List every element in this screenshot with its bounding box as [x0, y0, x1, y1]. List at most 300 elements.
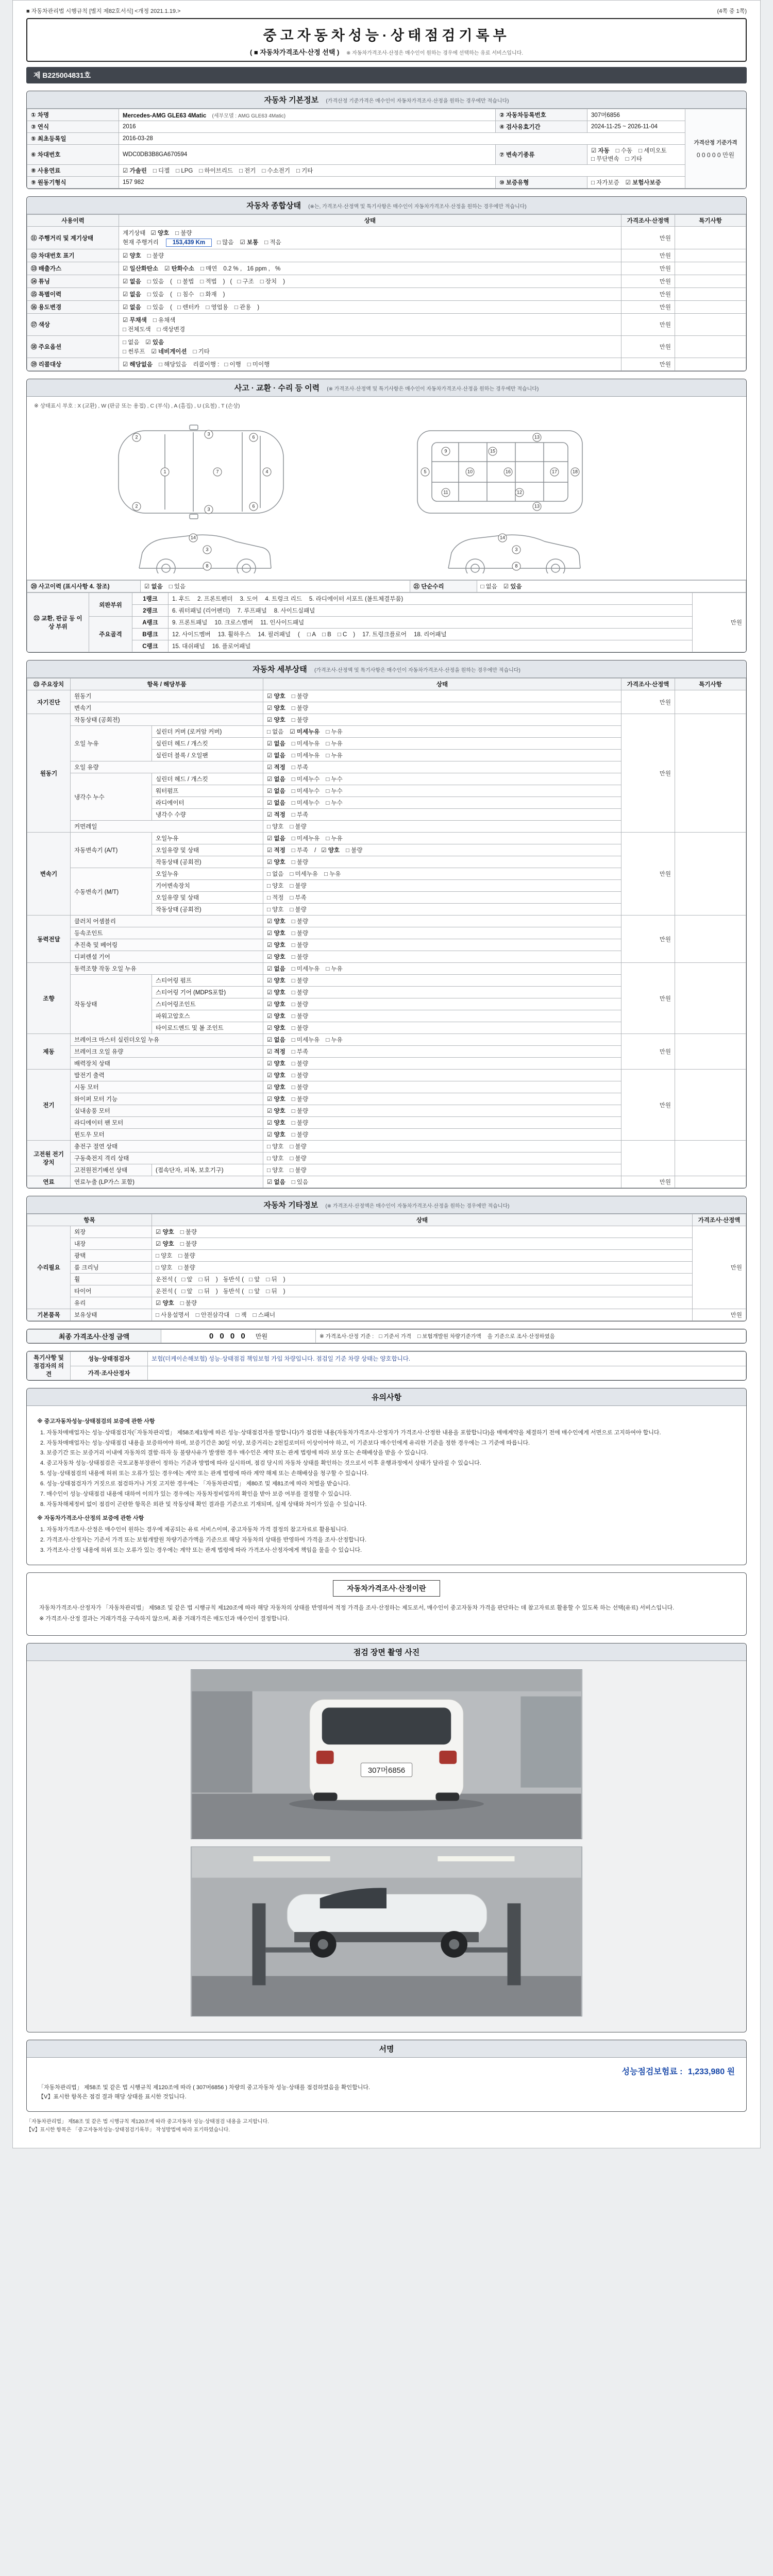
checkbox-unchecked[interactable]: □ 렌터카	[177, 304, 200, 311]
checkbox-checked[interactable]: ☑ 양호	[267, 954, 285, 960]
checkbox-unchecked[interactable]: □ 뒤	[198, 1277, 210, 1283]
diagram-part-number: 16	[504, 468, 513, 477]
checkbox-unchecked[interactable]: □ 스패너	[253, 1312, 276, 1318]
checkbox-unchecked[interactable]: □ 미세누수	[291, 800, 320, 806]
item-label: 실내송풍 모터	[71, 1105, 263, 1117]
usage-row	[27, 249, 746, 262]
field-value-first-registered: 2016-03-28	[119, 133, 685, 145]
checkbox-unchecked[interactable]: □ A	[307, 632, 316, 638]
car-diagram	[88, 413, 685, 573]
checkbox-unchecked[interactable]: □ 미세누유	[290, 871, 318, 877]
checkbox-unchecked[interactable]: □ 불량	[291, 942, 309, 948]
status-cell	[152, 1309, 693, 1321]
subitem-label: 실린더 커버 (로커암 커버)	[152, 726, 263, 738]
checkbox-checked[interactable]: ☑ 양호	[267, 1061, 285, 1067]
subitem-label: 스티어링조인트	[152, 998, 263, 1010]
inline-text: )	[257, 304, 260, 311]
checkbox-checked[interactable]: ☑ 없음	[267, 836, 285, 842]
status-line	[123, 315, 617, 325]
checkbox-checked[interactable]: ☑ 없음	[267, 800, 285, 806]
status-cell	[263, 738, 621, 750]
checkbox-checked[interactable]: ☑ 양호	[156, 1300, 174, 1307]
notice-item: 4. 중고자동차 성능·상태점검은 국토교통부장관이 정하는 기준과 방법에 따라 실시하며, 점검 당시의 자동차 상태를 확인하는 것으로서 이후 운행과정에서 상태가 달라질 수 있습니다.	[40, 1460, 481, 1467]
checkbox-checked[interactable]: ☑ 적정	[267, 812, 285, 818]
checkbox-unchecked[interactable]: □ 있음	[147, 304, 164, 311]
other-row	[27, 1238, 746, 1250]
table-row	[27, 121, 746, 133]
checkbox-unchecked[interactable]: □ 화재	[200, 292, 217, 298]
footer-line-2: 【V】표시한 항목은 「중고자동차성능·상태점검기록부」 작성방법에 따라 표기하였습니다.	[26, 2127, 230, 2133]
checkbox-unchecked[interactable]: □ 수소전기	[262, 168, 290, 174]
inline-text: /	[314, 848, 316, 854]
checkbox-unchecked[interactable]: □ 있음	[147, 279, 164, 285]
status-cell	[119, 227, 621, 249]
status-cell	[263, 939, 621, 951]
status-cell	[263, 868, 621, 880]
checkbox-unchecked[interactable]: □ 침수	[177, 292, 194, 298]
checkbox-checked[interactable]: ☑ 해당없음	[123, 362, 153, 368]
table-header-row	[27, 1214, 746, 1226]
other-row	[27, 1309, 746, 1321]
diagram-part-number: 5	[421, 468, 430, 477]
checkbox-checked[interactable]: ☑ 없음	[267, 966, 285, 972]
simple-repair-options	[477, 581, 746, 592]
checkbox-unchecked[interactable]: □ 있음	[147, 292, 164, 298]
checkbox-unchecked[interactable]: □ 미세누유	[291, 753, 320, 759]
fee-value: 1,233,980 원	[687, 2067, 735, 2076]
item-label: 고전원전기배선 상태	[71, 1164, 152, 1176]
checkbox-unchecked[interactable]: □ 불량	[291, 1013, 309, 1020]
status-cell	[263, 1058, 621, 1070]
usage-row	[27, 227, 746, 249]
field-label-vin: ⑥ 차대번호	[27, 145, 119, 165]
status-cell	[263, 1046, 621, 1058]
checkbox-unchecked[interactable]: □ 기타	[193, 349, 210, 355]
panel-section-label: ㉒ 교환, 판금 등 이상 부위	[27, 593, 89, 652]
checkbox-unchecked[interactable]: □ 기타	[625, 156, 642, 162]
checkbox-unchecked[interactable]: □ 없음	[267, 871, 284, 877]
checkbox-checked[interactable]: ☑ 양호	[156, 1241, 174, 1247]
checkbox-unchecked[interactable]: □ 앞	[181, 1289, 193, 1295]
checkbox-unchecked[interactable]: □ 누유	[324, 871, 341, 877]
checkbox-unchecked[interactable]: □ 누유	[326, 741, 343, 747]
checkbox-unchecked[interactable]: □ 불량	[291, 1084, 309, 1091]
panel-row	[27, 605, 746, 617]
checkbox-unchecked[interactable]: □ 양호	[267, 1144, 284, 1150]
checkbox-unchecked[interactable]: □ 불량	[290, 1156, 307, 1162]
checkbox-unchecked[interactable]: □ 적음	[264, 240, 281, 246]
field-label-inspection: ④ 검사유효기간	[496, 121, 587, 133]
parts-cell	[169, 617, 693, 629]
checkbox-unchecked[interactable]: □ 앞	[181, 1277, 193, 1283]
column-header-status: 상태	[152, 1214, 693, 1226]
price-cell: 만원	[621, 336, 675, 358]
checkbox-unchecked[interactable]: □ 보험개발원 차량기준가액	[417, 1333, 481, 1340]
checkbox-unchecked[interactable]: □ 전체도색	[123, 327, 151, 333]
item-label: 라디에이터 팬 모터	[71, 1117, 263, 1129]
checkbox-checked[interactable]: ☑ 없음	[267, 1179, 285, 1185]
form-reference-line	[26, 7, 747, 15]
checkbox-unchecked[interactable]: □ 부족	[291, 812, 309, 818]
inline-text: )	[223, 292, 225, 298]
appraiser-comment	[148, 1366, 746, 1380]
checkbox-unchecked[interactable]: □ 잭	[236, 1312, 247, 1318]
checkbox-unchecked[interactable]: □ 이행	[224, 362, 241, 368]
checkbox-unchecked[interactable]: □ 미세누유	[291, 836, 320, 842]
diagram-part-number: 3	[512, 546, 521, 554]
checkbox-checked[interactable]: ☑ 양호	[267, 919, 285, 925]
checkbox-unchecked[interactable]: □ 세미오토	[638, 148, 667, 154]
price-base-cell	[685, 109, 746, 189]
checkbox-unchecked[interactable]: □ 누수	[326, 800, 343, 806]
checkbox-checked[interactable]: ☑ 가솔린	[123, 168, 147, 174]
status-cell	[263, 1070, 621, 1081]
checkbox-unchecked[interactable]: □ 없음	[123, 340, 140, 346]
checkbox-unchecked[interactable]: □ 뒤	[266, 1289, 277, 1295]
checkbox-unchecked[interactable]: □ 있음	[291, 1179, 309, 1185]
checkbox-checked[interactable]: ☑ 없음	[267, 741, 285, 747]
status-cell	[119, 262, 621, 275]
checkbox-unchecked[interactable]: □ LPG	[176, 168, 193, 174]
checkbox-unchecked[interactable]: □ B	[322, 632, 331, 638]
subitem-label: 타이로드엔드 및 볼 조인트	[152, 1022, 263, 1034]
checkbox-checked[interactable]: ☑ 적정	[267, 765, 285, 771]
checkbox-checked[interactable]: ☑ 양호	[267, 990, 285, 996]
checkbox-unchecked[interactable]: □ 앞	[249, 1277, 260, 1283]
price-cell: 만원	[621, 1176, 675, 1188]
checkbox-unchecked[interactable]: □ 유채색	[153, 317, 176, 324]
checkbox-checked[interactable]: ☑ 양호	[267, 1120, 285, 1126]
checkbox-unchecked[interactable]: □ 미이행	[247, 362, 270, 368]
section-accident-note: (※ 가격조사·산정액 및 특기사항은 매수인이 자동차가격조사·산정을 원하는 경우에만 적습니다)	[327, 386, 539, 392]
checkbox-unchecked[interactable]: □ 불량	[291, 990, 309, 996]
checkbox-unchecked[interactable]: □ 불량	[291, 1120, 309, 1126]
usage-row	[27, 262, 746, 275]
accident-history-label: ⑳ 사고이력 (표시사항 4. 참조)	[27, 581, 141, 592]
checkbox-checked[interactable]: ☑ 적정	[267, 1049, 285, 1055]
column-header-remark: 특기사항	[675, 679, 746, 690]
usage-row	[27, 336, 746, 358]
checkbox-checked[interactable]: ☑ 양호	[267, 1084, 285, 1091]
checkbox-unchecked[interactable]: □ 미세누수	[291, 788, 320, 794]
checkbox-checked[interactable]: ☑ 양호	[267, 942, 285, 948]
checkbox-unchecked[interactable]: □ 불량	[291, 859, 309, 866]
field-value-year: 2016	[119, 121, 496, 133]
checkbox-unchecked[interactable]: □ 부족	[290, 895, 307, 901]
status-cell	[263, 833, 621, 844]
checkbox-unchecked[interactable]: □ 불량	[291, 1096, 309, 1103]
item-label: 윈도우 모터	[71, 1129, 263, 1141]
diagram-part-number: 6	[249, 502, 258, 511]
price-cell: 만원	[621, 288, 675, 301]
checkbox-checked[interactable]: ☑ 자동	[591, 148, 610, 154]
checkbox-checked[interactable]: ☑ 양호	[267, 705, 285, 711]
what-is-body	[27, 1573, 746, 1635]
price-cell: 만원	[621, 227, 675, 249]
notice-item: 2. 자동차매매업자는 성능·상태점검 내용을 보증하여야 하며, 보증기간은 30일 이상, 보증거리는 2천킬로미터 이상이어야 하고, 이 기준보다 매수인에게 유리한 기준을 정한 경우에는 그 기준에 따릅니다.	[40, 1439, 530, 1446]
checkbox-unchecked[interactable]: □ 불량	[180, 1300, 197, 1307]
checkbox-unchecked[interactable]: □ 있음	[169, 584, 186, 590]
checkbox-unchecked[interactable]: □ 사용설명서	[156, 1312, 190, 1318]
price-cell: 만원	[621, 833, 675, 916]
diagram-part-number: 8	[512, 562, 521, 571]
checkbox-checked[interactable]: ☑ 없음	[123, 279, 141, 285]
status-line	[123, 290, 617, 299]
checkbox-unchecked[interactable]: □ 매연	[200, 266, 217, 272]
form-reference: ■ 자동차관리법 시행규칙 [별지 제82호서식] <개정 2021.1.19.>	[26, 8, 181, 14]
checkbox-unchecked[interactable]: □ 불량	[291, 1073, 309, 1079]
checkbox-unchecked[interactable]: □ 부족	[291, 848, 309, 854]
item-label: 연료누출 (LP가스 포함)	[71, 1176, 263, 1188]
checkbox-unchecked[interactable]: □ 양호	[267, 907, 284, 913]
checkbox-unchecked[interactable]: □ 부족	[291, 1049, 309, 1055]
checkbox-unchecked[interactable]: □ 불량	[178, 1253, 195, 1259]
checkbox-unchecked[interactable]: □ 누유	[326, 966, 343, 972]
checkbox-unchecked[interactable]: □ 무단변속	[591, 156, 619, 162]
checkbox-unchecked[interactable]: □ 불량	[290, 907, 307, 913]
price-cell: 만원	[621, 1070, 675, 1141]
checkbox-checked[interactable]: ☑ 없음	[123, 292, 141, 298]
checkbox-unchecked[interactable]: □ 불량	[290, 1167, 307, 1174]
usage-row	[27, 288, 746, 301]
checkbox-unchecked[interactable]: □ 부족	[291, 765, 309, 771]
checkbox-unchecked[interactable]: □ 불량	[291, 1108, 309, 1114]
checkbox-unchecked[interactable]: □ 하이브리드	[199, 168, 233, 174]
checkbox-unchecked[interactable]: □ 불량	[291, 693, 309, 700]
checkbox-checked[interactable]: ☑ 양호	[267, 1073, 285, 1079]
price-cell: 만원	[693, 593, 746, 652]
usage-row	[27, 314, 746, 336]
status-cell	[263, 987, 621, 998]
checkbox-checked[interactable]: ☑ 양호	[267, 978, 285, 984]
checkbox-checked[interactable]: ☑ 없음	[144, 584, 163, 590]
checkbox-unchecked[interactable]: □ 적법	[200, 279, 217, 285]
checkbox-checked[interactable]: ☑ 양호	[267, 693, 285, 700]
basic-info-table	[27, 109, 746, 189]
status-cell	[263, 702, 621, 714]
checkbox-unchecked[interactable]: □ 구조	[237, 279, 254, 285]
price-cell: 만원	[621, 963, 675, 1034]
item-label: 구동축전지 격리 상태	[71, 1153, 263, 1164]
price-survey-option[interactable]: ( ■ 자동차가격조사·산정 선택 )	[249, 48, 340, 56]
checkbox-checked[interactable]: ☑ 없음	[123, 304, 141, 311]
remark-cell	[675, 249, 746, 262]
checkbox-unchecked[interactable]: □ 불량	[346, 848, 363, 854]
checkbox-unchecked[interactable]: □ 불량	[291, 930, 309, 937]
checkbox-checked[interactable]: ☑ 양호	[123, 253, 141, 259]
item-label: 배력장치 상태	[71, 1058, 263, 1070]
checkbox-checked[interactable]: ☑ 양호	[267, 1025, 285, 1031]
checkbox-unchecked[interactable]: □ 불량	[147, 253, 164, 259]
checkbox-checked[interactable]: ☑ 없음	[267, 788, 285, 794]
subitem-label: (접속단자, 피복, 보호기구)	[152, 1164, 263, 1176]
item-label: 오일 누유	[71, 726, 152, 761]
checkbox-checked[interactable]: ☑ 없음	[267, 1037, 285, 1043]
checkbox-checked[interactable]: ☑ 있음	[503, 584, 522, 590]
usage-row	[27, 301, 746, 314]
checkbox-checked[interactable]: ☑ 양호	[150, 230, 170, 236]
inline-text: 5. 라디에이터 서포트 (볼트체결부품)	[309, 596, 404, 602]
car-name: Mercedes-AMG GLE63 4Matic	[123, 112, 207, 119]
checkbox-unchecked[interactable]: □ 불량	[180, 1241, 197, 1247]
document-subtitle	[27, 47, 746, 57]
checkbox-checked[interactable]: ☑ 양호	[321, 848, 340, 854]
status-cell	[152, 1262, 693, 1274]
checkbox-checked[interactable]: ☑ 양호	[267, 1002, 285, 1008]
checkbox-unchecked[interactable]: □ 불량	[291, 919, 309, 925]
checkbox-checked[interactable]: ☑ 네비게이션	[151, 349, 187, 355]
checkbox-unchecked[interactable]: □ 양호	[156, 1253, 173, 1259]
status-cell	[263, 892, 621, 904]
checkbox-checked[interactable]: ☑ 양호	[267, 930, 285, 937]
checkbox-unchecked[interactable]: □ 앞	[249, 1289, 260, 1295]
subitem-label: 냉각수 수량	[152, 809, 263, 821]
checkbox-unchecked[interactable]: □ 디젤	[153, 168, 170, 174]
subitem-label: 오일누유	[152, 833, 263, 844]
other-row	[27, 1285, 746, 1297]
checkbox-unchecked[interactable]: □ 불량	[291, 978, 309, 984]
checkbox-unchecked[interactable]: □ 누유	[326, 836, 343, 842]
checkbox-unchecked[interactable]: □ 해당있음	[158, 362, 187, 368]
inline-text: 운전석 (	[156, 1289, 177, 1295]
checkbox-checked[interactable]: ☑ 있음	[145, 340, 164, 346]
subitem-label: 기어변속장치	[152, 880, 263, 892]
checkbox-unchecked[interactable]: □ 불량	[290, 824, 307, 830]
checkbox-unchecked[interactable]: □ 불량	[291, 1002, 309, 1008]
section-detailed-condition	[26, 660, 747, 1189]
section-other-info	[26, 1196, 747, 1321]
status-cell	[119, 314, 621, 336]
checkbox-unchecked[interactable]: □ 양호	[156, 1265, 173, 1271]
checkbox-checked[interactable]: ☑ 양호	[267, 717, 285, 723]
checkbox-unchecked[interactable]: □ 불량	[180, 1229, 197, 1235]
remark-cell	[675, 1176, 746, 1188]
checkbox-unchecked[interactable]: □ 누유	[326, 729, 343, 735]
checkbox-checked[interactable]: ☑ 없음	[267, 753, 285, 759]
checkbox-checked[interactable]: ☑ 양호	[156, 1229, 174, 1235]
checkbox-unchecked[interactable]: □ 뒤	[266, 1277, 277, 1283]
checkbox-unchecked[interactable]: □ 불량	[175, 230, 192, 236]
checkbox-checked[interactable]: ☑ 양호	[267, 1096, 285, 1103]
section-accident-history	[26, 379, 747, 653]
diagram-part-number: 1	[161, 468, 170, 477]
checkbox-unchecked[interactable]: □ 전기	[239, 168, 256, 174]
checkbox-unchecked[interactable]: □ 관용	[234, 304, 251, 311]
checkbox-checked[interactable]: ☑ 미세누유	[290, 729, 320, 735]
inline-text: (	[230, 279, 232, 285]
checkbox-unchecked[interactable]: □ 불법	[177, 279, 194, 285]
remark-cell	[675, 275, 746, 288]
checkbox-unchecked[interactable]: □ 장치	[260, 279, 277, 285]
checkbox-checked[interactable]: ☑ 무채색	[123, 317, 147, 324]
section-overall-header	[27, 197, 746, 214]
checkbox-unchecked[interactable]: □ 불량	[290, 883, 307, 889]
remark-cell	[675, 227, 746, 249]
item-label: 수동변속기 (M/T)	[71, 868, 152, 916]
checkbox-unchecked[interactable]: □ C	[337, 632, 347, 638]
status-cell	[263, 1153, 621, 1164]
checkbox-unchecked[interactable]: □ 누유	[326, 1037, 343, 1043]
checkbox-checked[interactable]: ☑ 양호	[267, 1108, 285, 1114]
panel-row	[27, 617, 746, 629]
checkbox-unchecked[interactable]: □ 기준서 가격	[379, 1333, 412, 1340]
checkbox-unchecked[interactable]: □ 누수	[326, 776, 343, 783]
checkbox-unchecked[interactable]: □ 미세누수	[291, 776, 320, 783]
checkbox-checked[interactable]: ☑ 일산화탄소	[123, 266, 159, 272]
checkbox-unchecked[interactable]: □ 미세누유	[291, 966, 320, 972]
checkbox-unchecked[interactable]: □ 안전삼각대	[195, 1312, 230, 1318]
table-row	[27, 1352, 746, 1366]
checkbox-unchecked[interactable]: □ 누수	[326, 788, 343, 794]
checkbox-unchecked[interactable]: □ 양호	[267, 1156, 284, 1162]
checkbox-unchecked[interactable]: □ 색상변경	[157, 327, 186, 333]
checkbox-unchecked[interactable]: □ 양호	[267, 883, 284, 889]
checkbox-unchecked[interactable]: □ 양호	[267, 824, 284, 830]
item-label: 내장	[71, 1238, 152, 1250]
checkbox-unchecked[interactable]: □ 수동	[615, 148, 633, 154]
checkbox-unchecked[interactable]: □ 미세누유	[291, 741, 320, 747]
checkbox-unchecked[interactable]: □ 없음	[480, 584, 497, 590]
detail-row	[27, 833, 746, 844]
status-cell	[119, 336, 621, 358]
diagram-part-number: 9	[442, 447, 450, 456]
checkbox-checked[interactable]: ☑ 탄화수소	[164, 266, 195, 272]
checkbox-checked[interactable]: ☑ 양호	[267, 1013, 285, 1020]
table-header-row	[27, 215, 746, 227]
checkbox-unchecked[interactable]: □ 불량	[291, 1025, 309, 1031]
checkbox-unchecked[interactable]: □ 양호	[267, 1167, 284, 1174]
price-cell: 만원	[621, 262, 675, 275]
detailed-condition-table	[27, 678, 746, 1188]
status-line	[123, 238, 617, 247]
item-label: 룸 크리닝	[71, 1262, 152, 1274]
checkbox-checked[interactable]: ☑ 보험사보증	[625, 180, 661, 186]
rank-label: B랭크	[132, 629, 169, 640]
checkbox-checked[interactable]: ☑ 없음	[267, 776, 285, 783]
checkbox-checked[interactable]: ☑ 보통	[240, 240, 259, 246]
checkbox-checked[interactable]: ☑ 적정	[267, 848, 285, 854]
diagram-part-number: 3	[205, 505, 213, 514]
status-cell	[263, 844, 621, 856]
checkbox-unchecked[interactable]: □ 자가보증	[591, 180, 619, 186]
checkbox-unchecked[interactable]: □ 기타	[296, 168, 313, 174]
checkbox-unchecked[interactable]: □ 없음	[267, 729, 284, 735]
checkbox-unchecked[interactable]: □ 불량	[291, 1061, 309, 1067]
checkbox-checked[interactable]: ☑ 양호	[267, 859, 285, 866]
checkbox-unchecked[interactable]: □ 불량	[291, 954, 309, 960]
inline-text: )	[215, 1277, 218, 1283]
subitem-label: 워터펌프	[152, 785, 263, 797]
checkbox-unchecked[interactable]: □ 썬루프	[123, 349, 145, 355]
other-row	[27, 1274, 746, 1285]
checkbox-unchecked[interactable]: □ 뒤	[198, 1289, 210, 1295]
checkbox-unchecked[interactable]: □ 불량	[290, 1144, 307, 1150]
checkbox-unchecked[interactable]: □ 미세누유	[291, 1037, 320, 1043]
parts-cell	[169, 605, 693, 617]
subitem-label: 작동상태 (공회전)	[152, 856, 263, 868]
checkbox-unchecked[interactable]: □ 불량	[291, 1132, 309, 1138]
checkbox-unchecked[interactable]: □ 불량	[291, 705, 309, 711]
diagram-part-number: 8	[203, 562, 212, 571]
checkbox-unchecked[interactable]: □ 불량	[291, 717, 309, 723]
checkbox-checked[interactable]: ☑ 양호	[267, 1132, 285, 1138]
checkbox-unchecked[interactable]: □ 불량	[178, 1265, 195, 1271]
checkbox-unchecked[interactable]: □ 영업용	[206, 304, 228, 311]
checkbox-unchecked[interactable]: □ 많음	[217, 240, 234, 246]
diagram-part-number: 2	[132, 502, 141, 511]
checkbox-unchecked[interactable]: □ 누유	[326, 753, 343, 759]
checkbox-unchecked[interactable]: □ 적정	[267, 895, 284, 901]
